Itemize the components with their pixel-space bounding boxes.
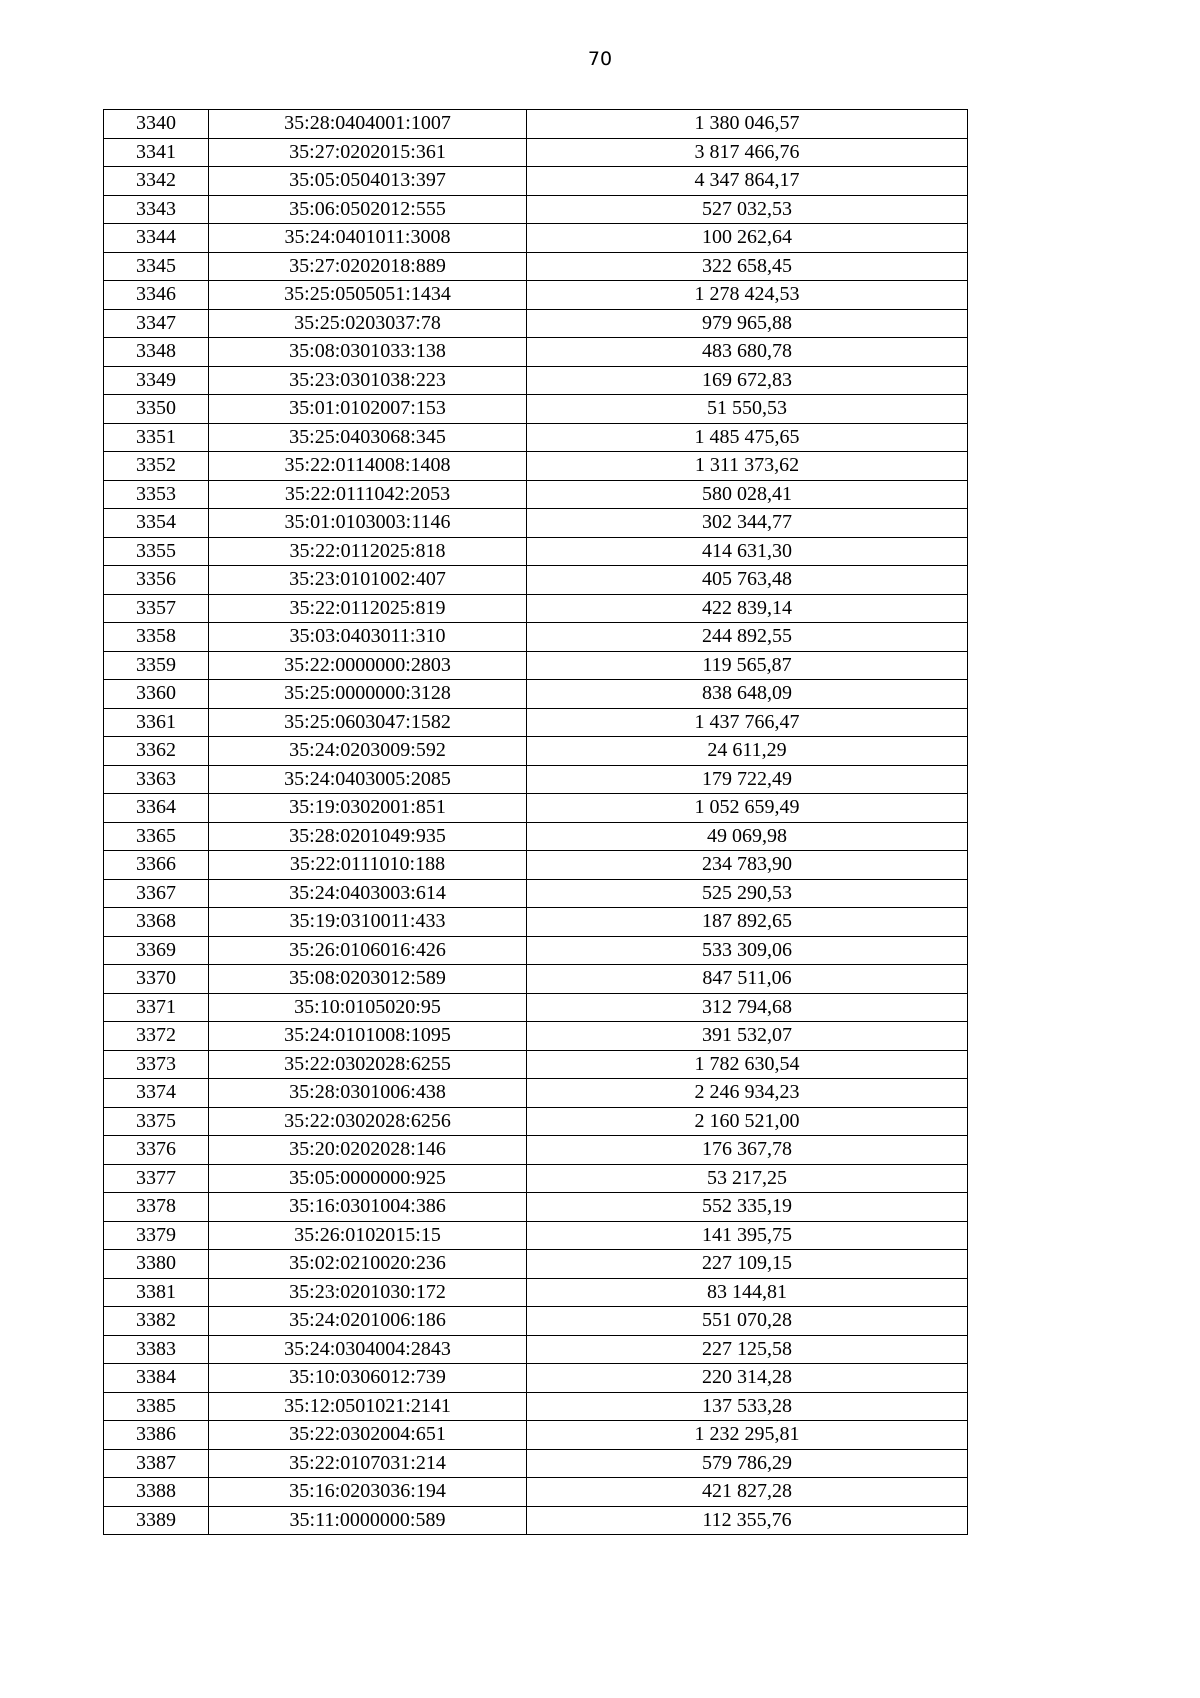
row-number-cell: 3374 [104,1079,209,1108]
value-cell: 414 631,30 [527,537,968,566]
table-row [104,110,968,139]
cadastral-number-cell: 35:10:0306012:739 [209,1364,527,1393]
row-number-cell: 3346 [104,281,209,310]
table-row [104,851,968,880]
table-row [104,1022,968,1051]
cadastral-number-cell: 35:25:0505051:1434 [209,281,527,310]
cadastral-number-cell: 35:24:0403003:614 [209,879,527,908]
cadastral-number-cell: 35:22:0302004:651 [209,1421,527,1450]
cadastral-number-cell: 35:16:0203036:194 [209,1478,527,1507]
value-cell: 1 782 630,54 [527,1050,968,1079]
value-cell: 405 763,48 [527,566,968,595]
cadastral-number-cell: 35:28:0301006:438 [209,1079,527,1108]
table-row [104,1136,968,1165]
cadastral-number-cell: 35:12:0501021:2141 [209,1392,527,1421]
value-cell: 847 511,06 [527,965,968,994]
value-cell: 580 028,41 [527,480,968,509]
cadastral-number-cell: 35:23:0101002:407 [209,566,527,595]
table-row [104,936,968,965]
table-row [104,566,968,595]
table-row [104,537,968,566]
table-row [104,195,968,224]
row-number-cell: 3361 [104,708,209,737]
value-cell: 51 550,53 [527,395,968,424]
value-cell: 141 395,75 [527,1221,968,1250]
value-cell: 169 672,83 [527,366,968,395]
cadastral-number-cell: 35:10:0105020:95 [209,993,527,1022]
row-number-cell: 3370 [104,965,209,994]
value-cell: 552 335,19 [527,1193,968,1222]
value-cell: 422 839,14 [527,594,968,623]
value-cell: 2 246 934,23 [527,1079,968,1108]
cadastral-number-cell: 35:22:0111042:2053 [209,480,527,509]
table-row [104,395,968,424]
row-number-cell: 3367 [104,879,209,908]
cadastral-number-cell: 35:05:0504013:397 [209,167,527,196]
table-row [104,737,968,766]
cadastral-number-cell: 35:16:0301004:386 [209,1193,527,1222]
table-row [104,623,968,652]
cadastral-number-cell: 35:22:0111010:188 [209,851,527,880]
cadastral-number-cell: 35:23:0201030:172 [209,1278,527,1307]
row-number-cell: 3362 [104,737,209,766]
value-cell: 579 786,29 [527,1449,968,1478]
cadastral-number-cell: 35:25:0000000:3128 [209,680,527,709]
value-cell: 312 794,68 [527,993,968,1022]
row-number-cell: 3373 [104,1050,209,1079]
table-row [104,1164,968,1193]
value-cell: 421 827,28 [527,1478,968,1507]
row-number-cell: 3372 [104,1022,209,1051]
cadastral-number-cell: 35:19:0302001:851 [209,794,527,823]
value-cell: 112 355,76 [527,1506,968,1535]
value-cell: 525 290,53 [527,879,968,908]
cadastral-number-cell: 35:28:0404001:1007 [209,110,527,139]
cadastral-number-cell: 35:27:0202018:889 [209,252,527,281]
table-row [104,1364,968,1393]
table-row [104,252,968,281]
row-number-cell: 3357 [104,594,209,623]
registry-table-body [104,110,968,1535]
value-cell: 551 070,28 [527,1307,968,1336]
cadastral-number-cell: 35:01:0102007:153 [209,395,527,424]
table-row [104,1506,968,1535]
row-number-cell: 3385 [104,1392,209,1421]
table-row [104,452,968,481]
row-number-cell: 3369 [104,936,209,965]
row-number-cell: 3350 [104,395,209,424]
row-number-cell: 3353 [104,480,209,509]
row-number-cell: 3379 [104,1221,209,1250]
row-number-cell: 3389 [104,1506,209,1535]
row-number-cell: 3366 [104,851,209,880]
table-row [104,338,968,367]
cadastral-number-cell: 35:08:0301033:138 [209,338,527,367]
cadastral-number-cell: 35:02:0210020:236 [209,1250,527,1279]
table-row [104,1335,968,1364]
cadastral-number-cell: 35:06:0502012:555 [209,195,527,224]
value-cell: 1 232 295,81 [527,1421,968,1450]
cadastral-number-cell: 35:22:0302028:6255 [209,1050,527,1079]
table-row [104,594,968,623]
value-cell: 3 817 466,76 [527,138,968,167]
table-row [104,765,968,794]
table-row [104,366,968,395]
table-row [104,1307,968,1336]
table-row [104,1107,968,1136]
cadastral-number-cell: 35:03:0403011:310 [209,623,527,652]
value-cell: 533 309,06 [527,936,968,965]
cadastral-number-cell: 35:20:0202028:146 [209,1136,527,1165]
cadastral-number-cell: 35:11:0000000:589 [209,1506,527,1535]
cadastral-number-cell: 35:22:0114008:1408 [209,452,527,481]
value-cell: 100 262,64 [527,224,968,253]
value-cell: 483 680,78 [527,338,968,367]
cadastral-number-cell: 35:22:0302028:6256 [209,1107,527,1136]
cadastral-number-cell: 35:24:0403005:2085 [209,765,527,794]
table-row [104,423,968,452]
row-number-cell: 3347 [104,309,209,338]
row-number-cell: 3344 [104,224,209,253]
cadastral-number-cell: 35:26:0106016:426 [209,936,527,965]
value-cell: 24 611,29 [527,737,968,766]
row-number-cell: 3365 [104,822,209,851]
cadastral-number-cell: 35:25:0603047:1582 [209,708,527,737]
table-row [104,965,968,994]
table-row [104,1193,968,1222]
cadastral-number-cell: 35:22:0112025:819 [209,594,527,623]
table-row [104,1449,968,1478]
value-cell: 302 344,77 [527,509,968,538]
cadastral-number-cell: 35:19:0310011:433 [209,908,527,937]
row-number-cell: 3358 [104,623,209,652]
table-row [104,1050,968,1079]
table-row [104,509,968,538]
row-number-cell: 3343 [104,195,209,224]
value-cell: 176 367,78 [527,1136,968,1165]
cadastral-number-cell: 35:22:0000000:2803 [209,651,527,680]
cadastral-number-cell: 35:05:0000000:925 [209,1164,527,1193]
cadastral-number-cell: 35:26:0102015:15 [209,1221,527,1250]
cadastral-number-cell: 35:25:0403068:345 [209,423,527,452]
table-row [104,651,968,680]
row-number-cell: 3383 [104,1335,209,1364]
value-cell: 53 217,25 [527,1164,968,1193]
value-cell: 83 144,81 [527,1278,968,1307]
row-number-cell: 3354 [104,509,209,538]
cadastral-number-cell: 35:24:0203009:592 [209,737,527,766]
row-number-cell: 3378 [104,1193,209,1222]
value-cell: 322 658,45 [527,252,968,281]
table-row [104,138,968,167]
value-cell: 234 783,90 [527,851,968,880]
table-row [104,281,968,310]
row-number-cell: 3368 [104,908,209,937]
table-row [104,1221,968,1250]
row-number-cell: 3371 [104,993,209,1022]
table-row [104,1392,968,1421]
row-number-cell: 3345 [104,252,209,281]
value-cell: 1 380 046,57 [527,110,968,139]
row-number-cell: 3388 [104,1478,209,1507]
row-number-cell: 3377 [104,1164,209,1193]
value-cell: 1 485 475,65 [527,423,968,452]
row-number-cell: 3342 [104,167,209,196]
cadastral-number-cell: 35:24:0401011:3008 [209,224,527,253]
cadastral-number-cell: 35:23:0301038:223 [209,366,527,395]
row-number-cell: 3355 [104,537,209,566]
value-cell: 979 965,88 [527,309,968,338]
table-row [104,680,968,709]
row-number-cell: 3360 [104,680,209,709]
cadastral-number-cell: 35:25:0203037:78 [209,309,527,338]
table-row [104,993,968,1022]
cadastral-number-cell: 35:22:0112025:818 [209,537,527,566]
row-number-cell: 3364 [104,794,209,823]
value-cell: 187 892,65 [527,908,968,937]
row-number-cell: 3376 [104,1136,209,1165]
table-row [104,879,968,908]
value-cell: 227 125,58 [527,1335,968,1364]
row-number-cell: 3386 [104,1421,209,1450]
registry-table [103,109,968,1535]
table-row [104,822,968,851]
value-cell: 137 533,28 [527,1392,968,1421]
value-cell: 1 311 373,62 [527,452,968,481]
row-number-cell: 3384 [104,1364,209,1393]
table-row [104,224,968,253]
cadastral-number-cell: 35:28:0201049:935 [209,822,527,851]
value-cell: 2 160 521,00 [527,1107,968,1136]
value-cell: 527 032,53 [527,195,968,224]
value-cell: 119 565,87 [527,651,968,680]
table-row [104,1421,968,1450]
row-number-cell: 3349 [104,366,209,395]
row-number-cell: 3340 [104,110,209,139]
table-row [104,794,968,823]
row-number-cell: 3381 [104,1278,209,1307]
row-number-cell: 3348 [104,338,209,367]
cadastral-number-cell: 35:01:0103003:1146 [209,509,527,538]
cadastral-number-cell: 35:24:0101008:1095 [209,1022,527,1051]
value-cell: 1 278 424,53 [527,281,968,310]
row-number-cell: 3375 [104,1107,209,1136]
row-number-cell: 3351 [104,423,209,452]
value-cell: 220 314,28 [527,1364,968,1393]
value-cell: 838 648,09 [527,680,968,709]
table-row [104,1478,968,1507]
row-number-cell: 3382 [104,1307,209,1336]
value-cell: 1 052 659,49 [527,794,968,823]
cadastral-number-cell: 35:24:0201006:186 [209,1307,527,1336]
row-number-cell: 3363 [104,765,209,794]
row-number-cell: 3356 [104,566,209,595]
table-row [104,309,968,338]
table-row [104,708,968,737]
cadastral-number-cell: 35:08:0203012:589 [209,965,527,994]
cadastral-number-cell: 35:24:0304004:2843 [209,1335,527,1364]
value-cell: 1 437 766,47 [527,708,968,737]
table-row [104,1278,968,1307]
row-number-cell: 3352 [104,452,209,481]
table-row [104,1250,968,1279]
value-cell: 4 347 864,17 [527,167,968,196]
row-number-cell: 3380 [104,1250,209,1279]
table-row [104,1079,968,1108]
page-number: 70 [587,48,613,70]
table-row [104,480,968,509]
value-cell: 49 069,98 [527,822,968,851]
value-cell: 391 532,07 [527,1022,968,1051]
cadastral-number-cell: 35:22:0107031:214 [209,1449,527,1478]
table-row [104,908,968,937]
cadastral-number-cell: 35:27:0202015:361 [209,138,527,167]
value-cell: 179 722,49 [527,765,968,794]
row-number-cell: 3359 [104,651,209,680]
table-row [104,167,968,196]
row-number-cell: 3341 [104,138,209,167]
value-cell: 244 892,55 [527,623,968,652]
row-number-cell: 3387 [104,1449,209,1478]
value-cell: 227 109,15 [527,1250,968,1279]
